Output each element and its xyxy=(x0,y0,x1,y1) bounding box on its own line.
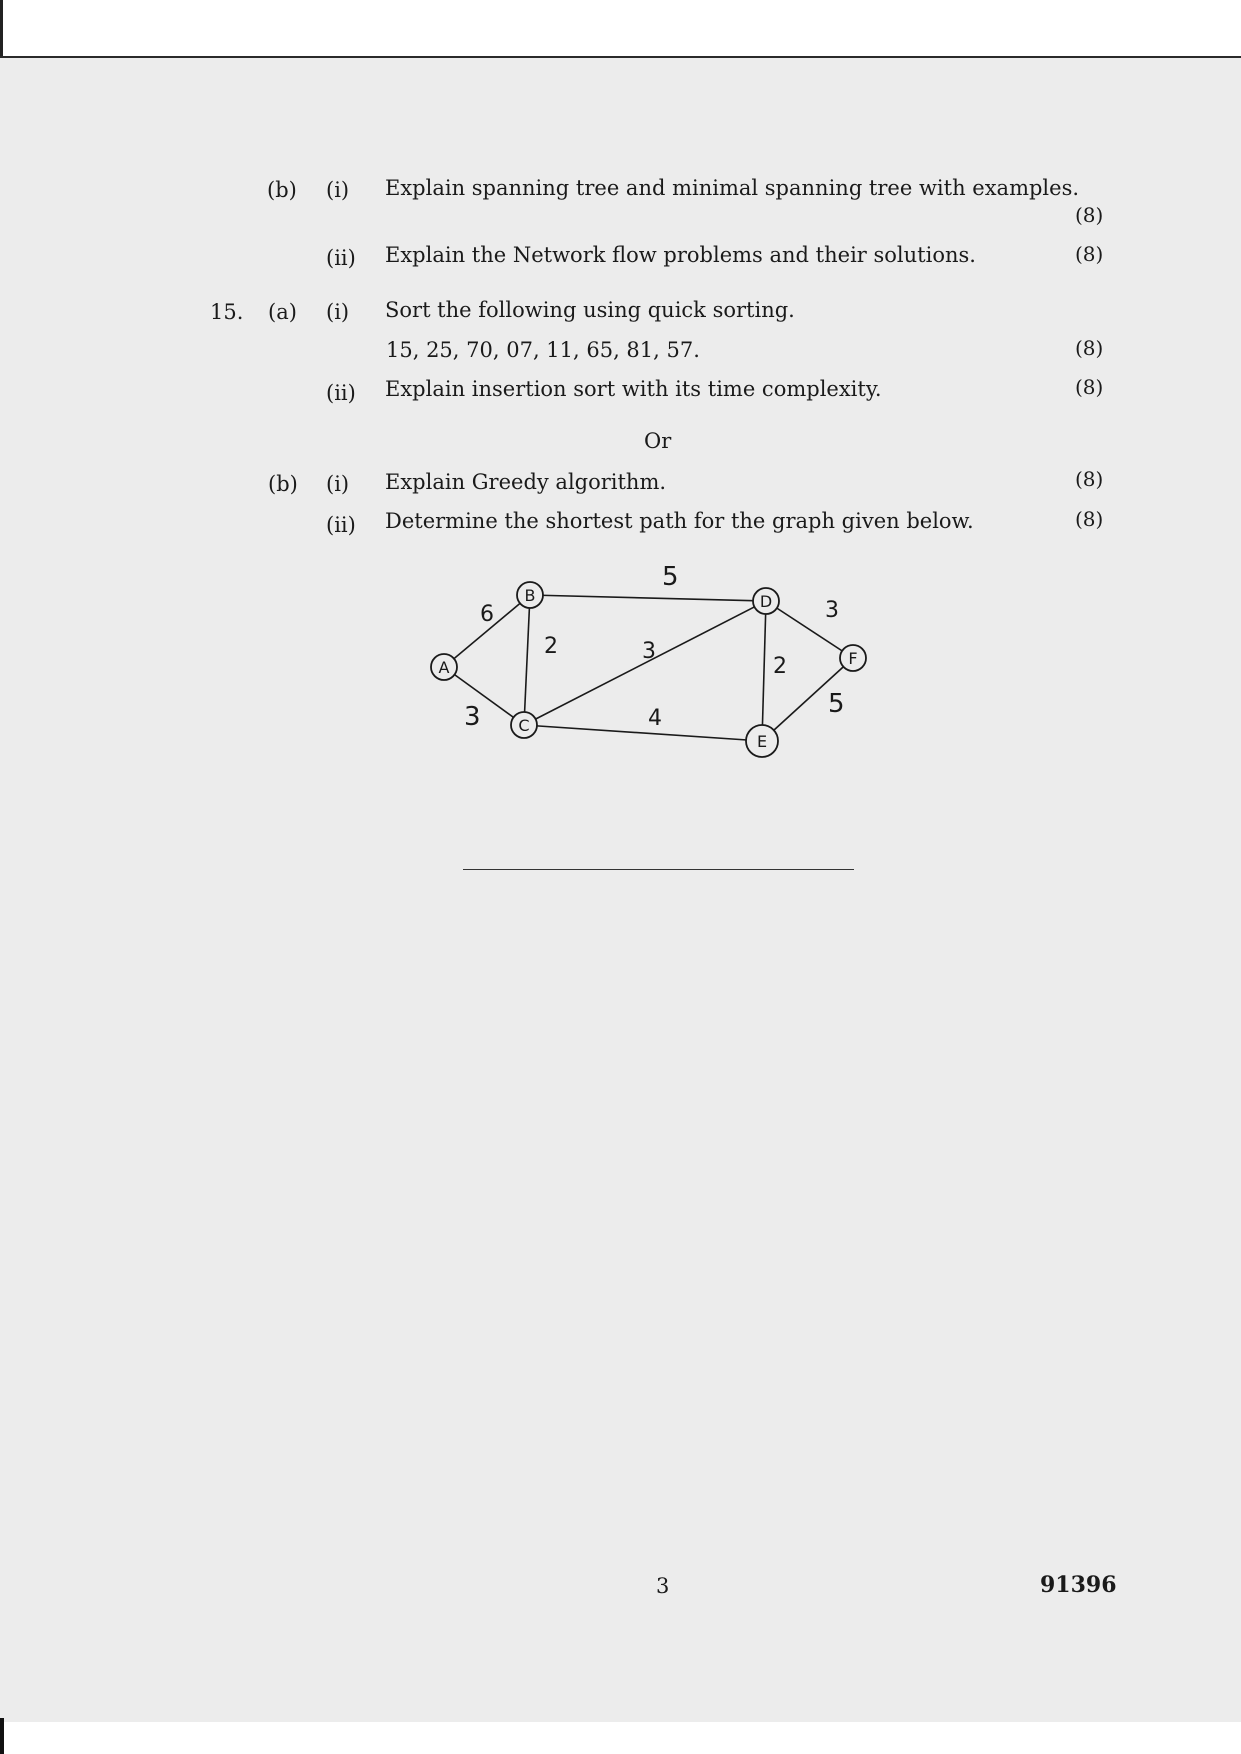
graph-node-label-d: D xyxy=(759,592,773,611)
q14b-i-marks: (8) xyxy=(1075,203,1104,227)
graph-weight-d-f: 3 xyxy=(825,598,839,623)
or-separator: Or xyxy=(644,429,672,453)
paper-code: 91396 xyxy=(1040,1572,1117,1598)
graph-weight-b-c: 2 xyxy=(544,634,558,659)
q15a-ii-num: (ii) xyxy=(326,381,356,405)
q15a-ii-marks: (8) xyxy=(1075,375,1104,399)
q15b-ii-num: (ii) xyxy=(326,513,356,537)
q15-number: 15. xyxy=(210,300,244,324)
scan-left-edge xyxy=(0,0,3,56)
graph-edge-b-c xyxy=(524,595,530,725)
q15b-i-marks: (8) xyxy=(1075,467,1104,491)
q14b-i-num: (i) xyxy=(326,178,350,202)
graph-node-label-f: F xyxy=(848,649,858,668)
graph-weight-d-e: 2 xyxy=(773,654,787,679)
scan-top-border xyxy=(0,0,1241,58)
graph-weight-e-f: 5 xyxy=(828,689,845,719)
scan-corner-mark xyxy=(0,1718,4,1754)
q15b-i-num: (i) xyxy=(326,472,350,496)
q14b-i-text: Explain spanning tree and minimal spanning tree with examples. xyxy=(385,176,1080,200)
q15b-ii-text: Determine the shortest path for the graph given below. xyxy=(385,509,974,533)
q14b-label: (b) xyxy=(267,178,297,202)
page-number: 3 xyxy=(656,1574,670,1598)
graph-weight-a-b: 6 xyxy=(480,602,494,627)
q15b-ii-marks: (8) xyxy=(1075,507,1104,531)
q15a-i-text: Sort the following using quick sorting. xyxy=(385,298,795,322)
graph-edge-c-e xyxy=(524,725,762,741)
q14b-ii-text: Explain the Network flow problems and their solutions. xyxy=(385,243,976,267)
scan-bottom-border xyxy=(0,1722,1241,1754)
q14b-ii-marks: (8) xyxy=(1075,242,1104,266)
q15a-i-marks: (8) xyxy=(1075,336,1104,360)
graph-weight-a-c: 3 xyxy=(464,702,481,732)
graph-weight-c-e: 4 xyxy=(648,706,662,731)
shortest-path-graph xyxy=(420,555,880,775)
q15b-i-text: Explain Greedy algorithm. xyxy=(385,470,667,494)
graph-node-label-e: E xyxy=(756,732,768,751)
graph-node-label-b: B xyxy=(524,586,536,605)
q15a-i-num: (i) xyxy=(326,300,350,324)
q14b-ii-num: (ii) xyxy=(326,246,356,270)
graph-weight-c-d: 3 xyxy=(642,639,656,664)
graph-node-label-c: C xyxy=(518,716,530,735)
q15b-label: (b) xyxy=(268,472,298,496)
q15a-label: (a) xyxy=(268,300,297,324)
end-rule xyxy=(463,869,854,870)
graph-edge-d-e xyxy=(762,601,766,741)
graph-node-label-a: A xyxy=(438,658,450,677)
q15a-ii-text: Explain insertion sort with its time complexity. xyxy=(385,377,882,401)
graph-edge-d-f xyxy=(766,601,853,658)
graph-weight-b-d: 5 xyxy=(662,562,679,592)
graph-edge-a-c xyxy=(444,667,524,725)
q15a-i-list: 15, 25, 70, 07, 11, 65, 81, 57. xyxy=(386,338,700,362)
graph-edge-b-d xyxy=(530,595,766,601)
